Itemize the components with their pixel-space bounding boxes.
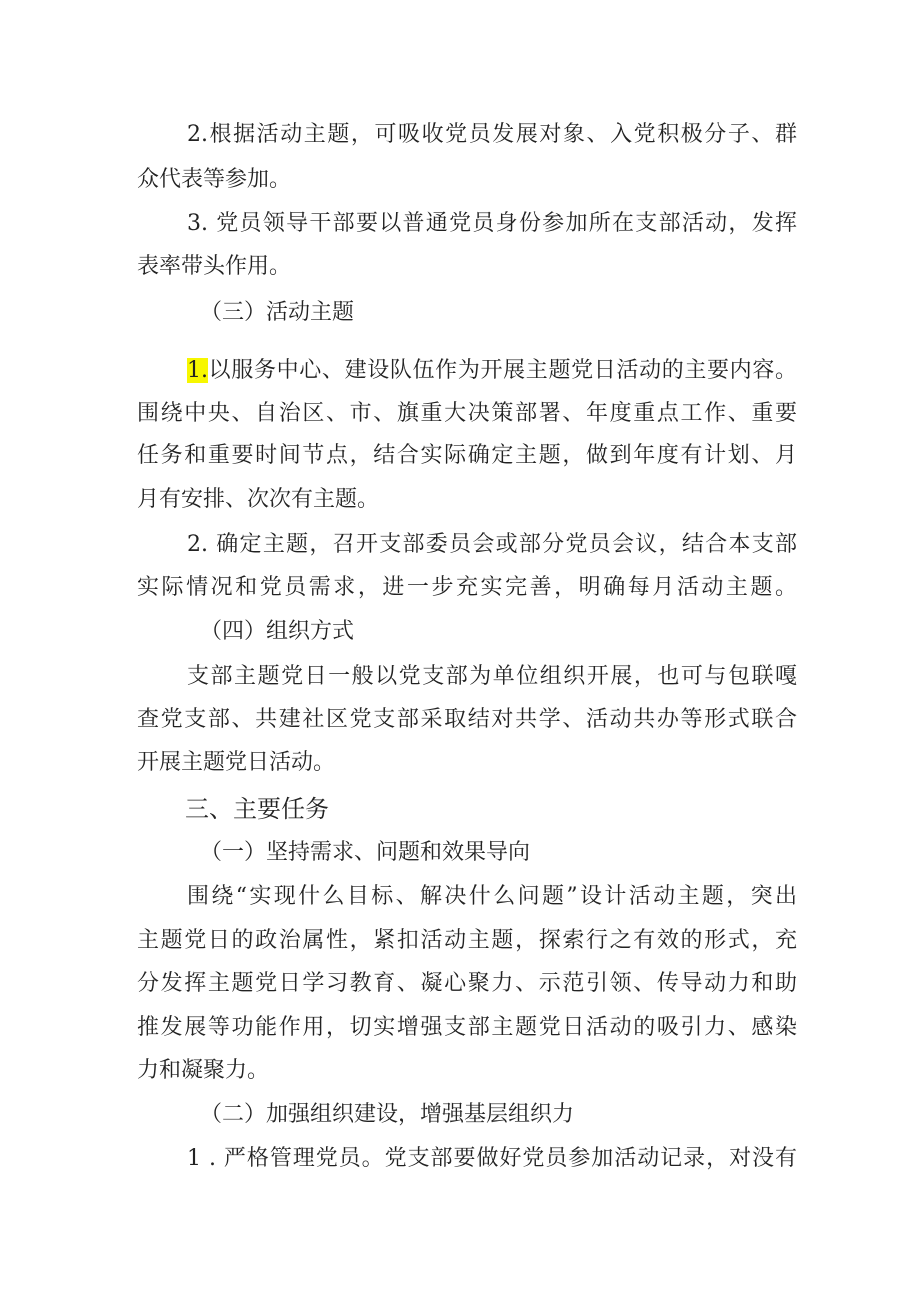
paragraph-line: 2. 确定主题，召开支部委员会或部分党员会议，结合本支部	[187, 532, 797, 557]
paragraph-line: 2.根据活动主题，可吸收党员发展对象、入党积极分子、群	[187, 122, 797, 147]
paragraph-line: 任务和重要时间节点，结合实际确定主题，做到年度有计划、月	[137, 443, 797, 468]
highlighted-marker: 1.	[187, 358, 208, 383]
main-heading: 三、主要任务	[185, 795, 329, 823]
paragraph-line: 推发展等功能作用，切实增强支部主题党日活动的吸引力、感染	[137, 1015, 797, 1040]
paragraph-line: 力和凝聚力。	[137, 1058, 270, 1083]
paragraph-line: 开展主题党日活动。	[137, 750, 336, 775]
paragraph-line: 分发挥主题党日学习教育、凝心聚力、示范引领、传导动力和助	[137, 971, 797, 996]
paragraph-line: 月有安排、次次有主题。	[137, 487, 380, 512]
paragraph-line: 支部主题党日一般以党支部为单位组织开展，也可与包联嘎	[187, 664, 797, 689]
paragraph-line: 主题党日的政治属性，紧扣活动主题，探索行之有效的形式，充	[137, 928, 797, 953]
paragraph-line: 1 . 严格管理党员。党支部要做好党员参加活动记录，对没有	[187, 1146, 797, 1171]
paragraph-line-rest: 以服务中心、建设队伍作为开展主题党日活动的主要内容。	[208, 358, 797, 383]
paragraph-first-line	[187, 356, 797, 386]
section-heading-one: （一）坚持需求、问题和效果导向	[200, 840, 531, 865]
section-heading-activity-theme: （三）活动主题	[200, 300, 355, 325]
paragraph-line: 查党支部、共建社区党支部采取结对共学、活动共办等形式联合	[137, 707, 797, 732]
paragraph-line: 表率带头作用。	[137, 254, 292, 279]
paragraph-line: 实际情况和党员需求，进一步充实完善，明确每月活动主题。	[137, 575, 797, 600]
section-heading-org-method: （四）组织方式	[200, 619, 355, 644]
paragraph-line: 围绕“实现什么目标、解决什么问题”设计活动主题，突出	[187, 884, 797, 909]
paragraph-line: 众代表等参加。	[137, 167, 292, 192]
paragraph-line: 3. 党员领导干部要以普通党员身份参加所在支部活动，发挥	[187, 211, 797, 236]
section-heading-two: （二）加强组织建设，增强基层组织力	[200, 1102, 575, 1127]
paragraph-line: 围绕中央、自治区、市、旗重大决策部署、年度重点工作、重要	[137, 401, 797, 426]
